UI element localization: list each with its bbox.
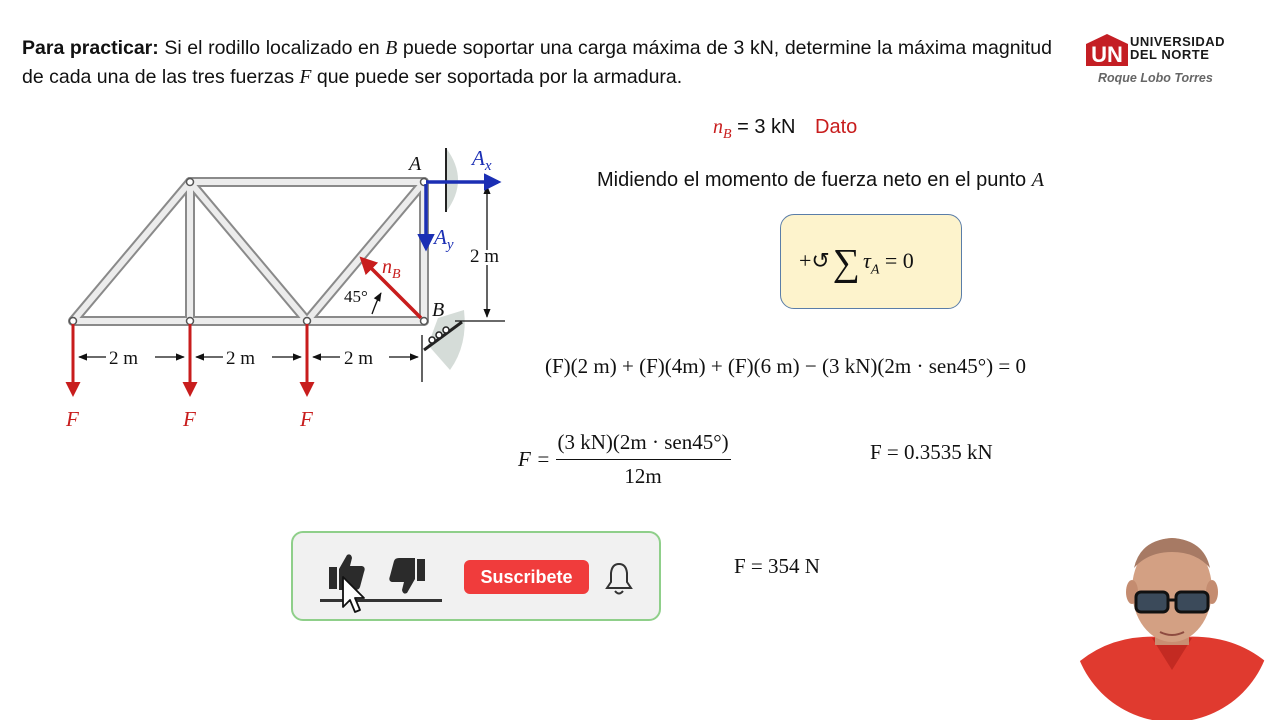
given-equals: = 3 kN	[731, 116, 796, 138]
spacing-label-3: 2 m	[344, 348, 374, 369]
truss-diagram	[0, 0, 560, 450]
roller-support-b	[424, 310, 465, 370]
given-tag: Dato	[815, 116, 858, 138]
reaction-ax-label: $A_x$	[472, 146, 492, 174]
spacing-label-2: 2 m	[226, 348, 256, 369]
given-var: n	[713, 116, 723, 138]
fraction	[556, 430, 731, 489]
cursor-icon	[341, 575, 367, 615]
result-kn: F = 0.3535 kN	[870, 440, 993, 464]
bell-icon[interactable]	[603, 561, 635, 597]
problem-lead: Para practicar:	[22, 37, 159, 59]
problem-text-1: Si el rodillo localizado en	[158, 37, 386, 59]
logo-mark-icon	[1086, 34, 1128, 66]
problem-text-3: que puede ser soportada por la armadura.	[311, 66, 683, 88]
force-fraction	[518, 430, 731, 489]
height-label: 2 m	[470, 246, 500, 267]
moment-equation-box	[780, 214, 962, 309]
statement-point: A	[1031, 169, 1044, 191]
moment-expansion: (F)(2 m) + (F)(4m) + (F)(6 m) − (3 kN)(2m · sen45°) = 0	[545, 354, 1026, 378]
sigma-symbol: ∑	[832, 242, 860, 284]
force-label-2: F	[183, 407, 196, 431]
university-logo	[1086, 22, 1236, 92]
fraction-denominator: 12m	[624, 464, 662, 488]
subscribe-widget	[291, 531, 661, 621]
wall-support-a	[446, 148, 458, 212]
thumbs-down-icon[interactable]	[387, 555, 427, 597]
like-underline	[320, 599, 442, 602]
given-value	[713, 116, 857, 143]
problem-text-2: puede soportar una carga máxima de 3 kN, determine la máxima magnitud de cada una de las tres fuerzas	[22, 37, 1052, 88]
angle-arc	[372, 293, 381, 314]
angle-label: 45°	[344, 287, 368, 306]
given-sub: B	[723, 127, 732, 142]
spacing-label-1: 2 m	[109, 348, 139, 369]
moment-lhs: +↺	[799, 248, 830, 273]
reaction-nb-label: $n_B$	[382, 256, 401, 282]
logo-name	[1130, 35, 1225, 61]
tau-symbol: τ	[862, 248, 871, 273]
fraction-numerator: (3 kN)(2m · sen45°)	[556, 430, 731, 460]
reaction-ay-label: $A_y$	[434, 225, 454, 253]
moment-equation	[799, 241, 914, 285]
author-name: Roque Lobo Torres	[1098, 71, 1213, 85]
result-newton: F = 354 N	[734, 554, 820, 578]
tau-sub: A	[870, 262, 880, 278]
logo-line2: DEL NORTE	[1130, 47, 1210, 62]
moment-statement	[597, 169, 1044, 192]
presenter-webcam	[1070, 520, 1275, 720]
force-label-3: F	[300, 407, 313, 431]
subscribe-button[interactable]: Suscribete	[464, 560, 589, 594]
logo-initials: UN	[1091, 42, 1123, 66]
point-a-label: A	[409, 153, 422, 175]
fraction-lhs: F =	[518, 447, 556, 471]
moment-rhs: = 0	[879, 248, 914, 273]
problem-force: F	[299, 67, 312, 88]
statement-text: Midiendo el momento de fuerza neto en el punto	[597, 169, 1032, 191]
logo-line1: UNIVERSIDAD	[1130, 34, 1226, 49]
force-label-1: F	[66, 407, 79, 431]
problem-point-b: B	[385, 38, 398, 59]
point-b-label: B	[432, 299, 445, 321]
